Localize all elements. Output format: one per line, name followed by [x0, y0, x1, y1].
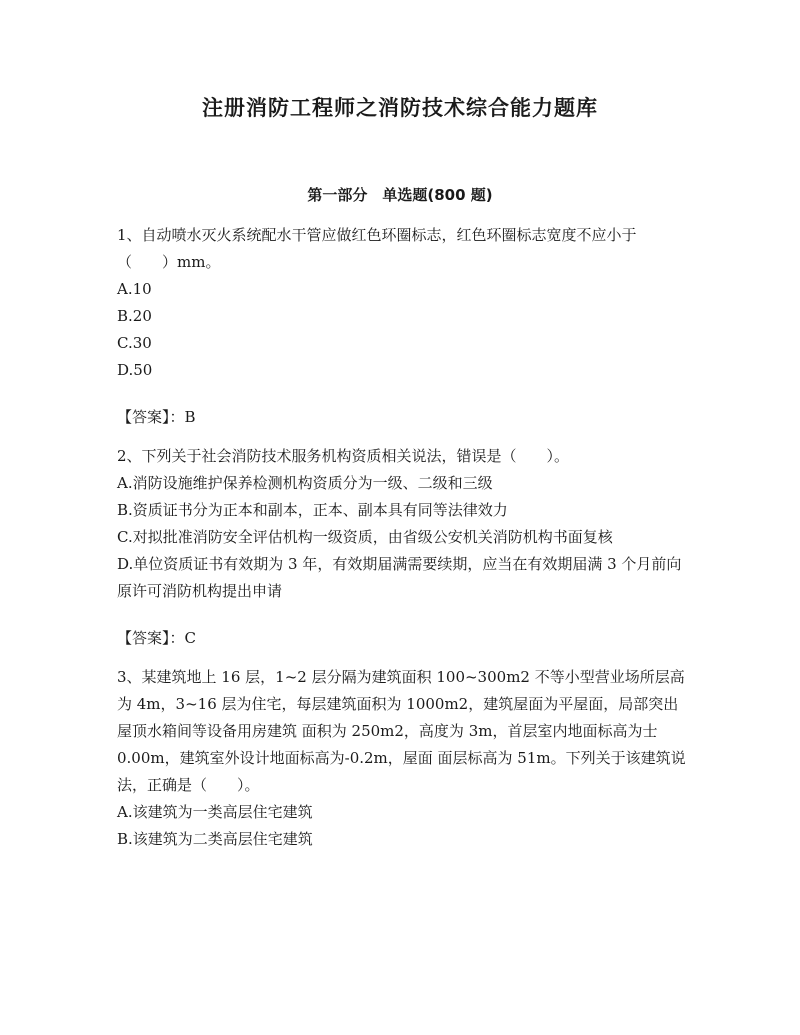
question-list	[117, 222, 687, 853]
question-1-option-d: D.50	[117, 361, 153, 379]
question-1-text: 1、自动喷水灭火系统配水干管应做红色环圈标志，红色环圈标志宽度不应小于（ ）mm。	[117, 226, 637, 271]
question-1	[117, 222, 687, 431]
question-2-option-b: B.资质证书分为正本和副本，正本、副本具有同等法律效力	[117, 501, 508, 519]
section-title: 第一部分 单选题(800 题)	[307, 186, 493, 204]
question-2-option-d: D.单位资质证书有效期为 3 年，有效期届满需要续期，应当在有效期届满 3 个月前向原许可消防机构提出申请	[117, 555, 682, 600]
question-2	[117, 443, 687, 652]
question-1-option-c: C.30	[117, 334, 152, 352]
question-2-option-a: A.消防设施维护保养检测机构资质分为一级、二级和三级	[117, 474, 493, 492]
question-2-answer: 【答案】：C	[117, 629, 196, 647]
document-title: 注册消防工程师之消防技术综合能力题库	[202, 96, 598, 120]
question-3	[117, 664, 687, 853]
question-2-text: 2、下列关于社会消防技术服务机构资质相关说法，错误是（ ）。	[117, 447, 570, 465]
question-3-option-b: B.该建筑为二类高层住宅建筑	[117, 830, 313, 848]
question-2-option-c: C.对拟批准消防安全评估机构一级资质，由省级公安机关消防机构书面复核	[117, 528, 613, 546]
question-3-text: 3、某建筑地上 16 层，1~2 层分隔为建筑面积 100~300m2 不等小型营业场所层高为 4m，3~16 层为住宅，每层建筑面积为 1000m2，建筑屋面为平屋面，局部突出屋顶水箱间等设备用房建筑 面积为 250m2，高度为 3m，首层室内地面标高为士 0.00m，建筑室外设计地面标高为-0.2m，屋面 面层标高为 51m。下列关于该建筑说法，正确是（ ）。	[117, 668, 686, 794]
question-3-option-a: A.该建筑为一类高层住宅建筑	[117, 803, 313, 821]
question-1-option-b: B.20	[117, 307, 152, 325]
question-1-answer: 【答案】：B	[117, 408, 196, 426]
question-1-option-a: A.10	[117, 280, 152, 298]
